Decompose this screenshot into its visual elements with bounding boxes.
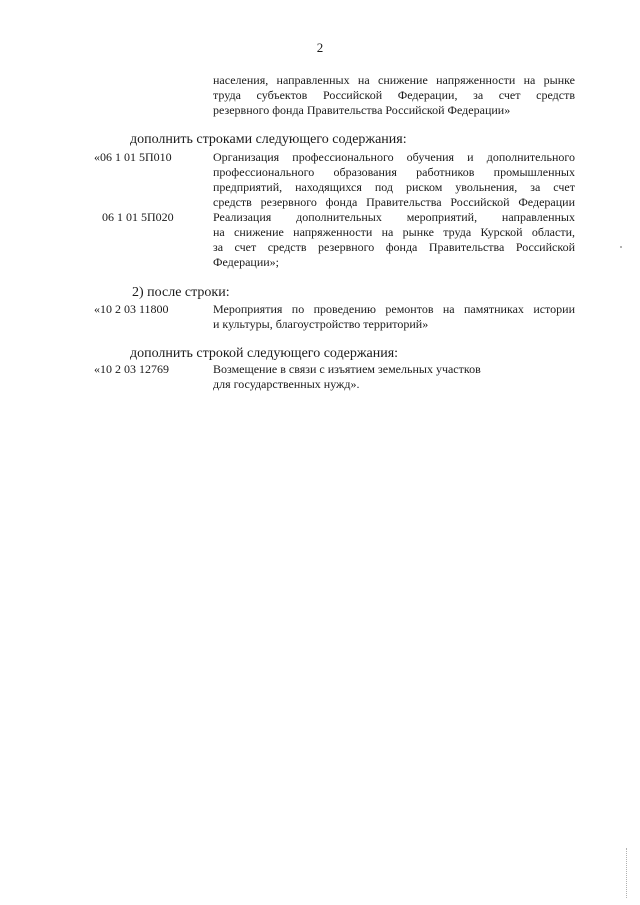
text-line: средств резервного фонда Правительства Российской Федерации — [213, 195, 575, 209]
text-line: Реализация дополнительных мероприятий, направленных — [213, 210, 575, 224]
text-line: труда субъектов Российской Федерации, за счет средств — [213, 88, 575, 102]
row-description — [213, 210, 575, 270]
budget-code: «06 1 01 5П010 — [94, 150, 172, 164]
budget-code: «10 2 03 11800 — [94, 302, 169, 316]
row-description — [213, 362, 575, 392]
row-description — [213, 150, 575, 210]
continuation-text — [213, 73, 575, 118]
section-heading: дополнить строками следующего содержания: — [130, 132, 407, 147]
text-line: Возмещение в связи с изъятием земельных участков — [213, 362, 481, 376]
text-line: за счет средств резервного фонда Правительства Российской — [213, 240, 575, 254]
budget-code: 06 1 01 5П020 — [102, 210, 174, 224]
section-heading: 2) после строки: — [132, 285, 230, 300]
row-description — [213, 302, 575, 332]
text-line: профессионального образования работников промышленных — [213, 165, 575, 179]
text-line: и культуры, благоустройство территорий» — [213, 317, 429, 331]
text-line: предприятий, находящихся под риском увольнения, за счет — [213, 180, 575, 194]
scan-edge-dots — [626, 848, 629, 898]
text-line: резервного фонда Правительства Российской Федерации» — [213, 103, 511, 117]
budget-code: «10 2 03 12769 — [94, 362, 169, 376]
text-line: Организация профессионального обучения и дополнительного — [213, 150, 575, 164]
section-heading: дополнить строкой следующего содержания: — [130, 346, 399, 361]
page-number: 2 — [316, 40, 324, 55]
text-line: населения, направленных на снижение напряженности на рынке — [213, 73, 575, 87]
text-line: Мероприятия по проведению ремонтов на памятниках истории — [213, 302, 575, 316]
text-line: на снижение напряженности на рынке труда Курской области, — [213, 225, 575, 239]
text-line: Федерации»; — [213, 255, 280, 269]
scan-mark — [620, 246, 622, 248]
text-line: для государственных нужд». — [213, 377, 360, 391]
